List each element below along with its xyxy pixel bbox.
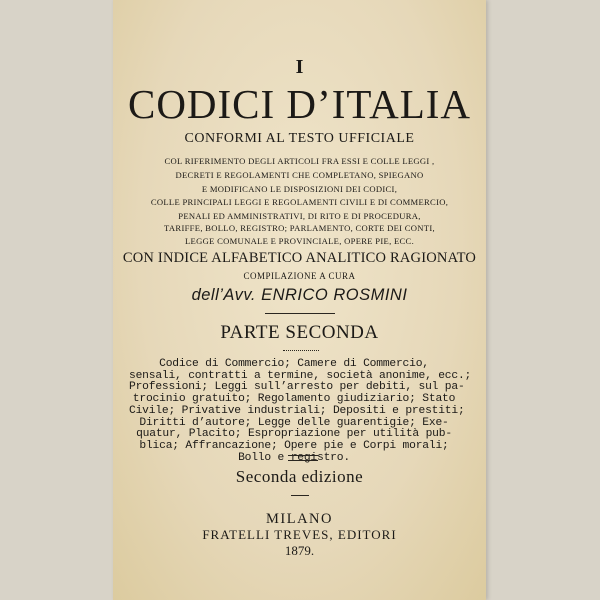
dotted-divider [283, 350, 319, 351]
edition-line: Seconda edizione [235, 467, 364, 486]
contents-block [129, 358, 472, 464]
description-line: PENALI ED AMMINISTRATIVI, DI RITO E DI PROCEDURA, [178, 211, 421, 221]
contents-line: Bollo e registro. [238, 451, 350, 464]
title-page [113, 0, 486, 600]
volume-numeral: I [295, 56, 304, 78]
description-line: E MODIFICANO LE DISPOSIZIONI DEI CODICI, [201, 184, 398, 194]
description-line: COL RIFERIMENTO DEGLI ARTICOLI FRA ESSI E COLLE LEGGI , [164, 156, 435, 166]
double-rule [288, 455, 318, 461]
publisher-name: FRATELLI TREVES, EDITORI [202, 527, 397, 542]
contents-line: blica; Affrancazione; Opere pie e Corpi morali; [139, 439, 449, 452]
divider [265, 313, 335, 314]
index-line: CON INDICE ALFABETICO ANALITICO RAGIONATO [122, 250, 477, 266]
divider [291, 495, 309, 496]
publication-city: MILANO [266, 511, 333, 527]
author-name: dell’Avv. ENRICO ROSMINI [191, 286, 408, 304]
contents-line: Professioni; Leggi sull’arresto per debiti, sul pa- [129, 381, 465, 394]
description-line: DECRETI E REGOLAMENTI CHE COMPLETANO, SPIEGANO [175, 170, 424, 180]
contents-line: Diritti d’autore; Legge delle guarentigie; Exe- [139, 416, 449, 429]
contents-line: quatur, Placito; Espropriazione per utilità pub- [136, 428, 452, 441]
contents-line: Codice di Commercio; Camere di Commercio, [159, 358, 429, 370]
description-line: TARIFFE, BOLLO, REGISTRO; PARLAMENTO, CORTE DEI CONTI, [164, 223, 435, 233]
description-line: COLLE PRINCIPALI LEGGI E REGOLAMENTI CIVILI E DI COMMERCIO, [150, 197, 449, 207]
subtitle: CONFORMI AL TESTO UFFICIALE [184, 131, 415, 146]
contents-line: Civile; Privative industriali; Depositi e prestiti; [129, 404, 465, 417]
contents-line: trocinio gratuito; Regolamento giudiziario; Stato [132, 393, 456, 406]
description-line: LEGGE COMUNALE E PROVINCIALE, OPERE PIE, ECC. [184, 236, 415, 246]
compilation-line: COMPILAZIONE A CURA [243, 271, 356, 281]
publication-year: 1879. [284, 543, 315, 558]
part-heading: PARTE SECONDA [220, 322, 379, 343]
book-title: CODICI D’ITALIA [127, 81, 472, 127]
contents-line: sensali, contratti a termine, società anonime, ecc.; [129, 369, 472, 382]
